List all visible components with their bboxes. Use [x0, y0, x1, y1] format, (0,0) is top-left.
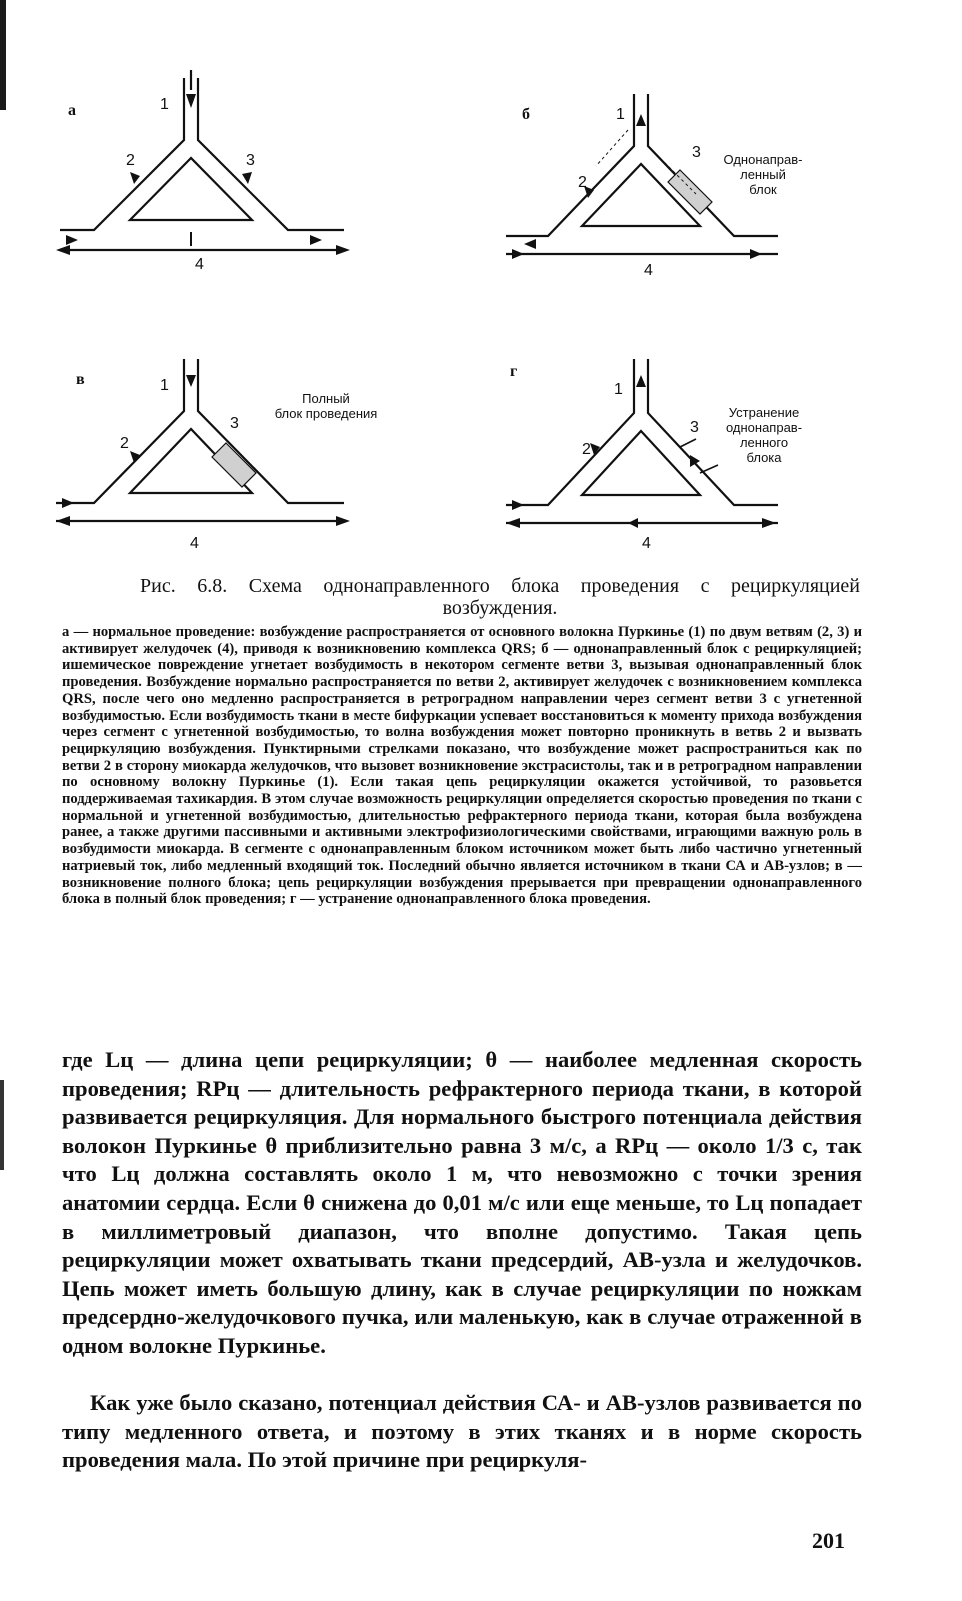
- branch-label-3: 3: [246, 152, 255, 169]
- branch-label-3: 3: [230, 415, 239, 432]
- branch-label-2: 2: [578, 174, 587, 191]
- branch-label-1: 1: [160, 377, 169, 394]
- branch-label-3: 3: [692, 144, 701, 161]
- figure-panel-a: [50, 70, 450, 310]
- annotation-unidirectional-block: Однонаправ- ленный блок: [723, 152, 803, 197]
- branch-label-2: 2: [120, 435, 129, 452]
- branch-label-4: 4: [642, 535, 651, 552]
- branch-label-2: 2: [126, 152, 135, 169]
- body-paragraph: Как уже было сказано, потенциал действия СА- и АВ-узлов развивается по типу медленного ответа, и поэтому в этих тканях и в норме скорость проведения мала. По этой причине при рециркуля-: [62, 1390, 862, 1473]
- figure-caption-text: а — нормальное проведение: возбуждение распространяется от основного волокна Пуркинье (1) по двум ветвям (2, 3) и активирует желудочек (4), приводя к возникновению комплекса QRS; б — однонаправленный блок с рециркуляцией; ишемическое повреждение угнетает возбудимость в некотором сегменте ветви 3, вызывая однонаправленный блок проведения. Возбуждение нормально распространяется по ветви 2, активирует желудочек с возникновением комплекса QRS, после чего оно медленно распространяется в ретроградном направлении через сегмент ветви 3 с угнетенной возбудимостью. Если возбудимость ткани в месте бифуркации успевает восстановиться к моменту прихода возбуждения через сегмент с угнетенной возбудимостью, то волна возбуждения может повторно проникнуть в ветвь 2 и вызвать рециркуляцию возбуждения. Пунктирными стрелками показано, что возбуждение может распространиться как по ветви 2 в сторону миокарда желудочков, что вызовет возникновение экстрасистолы, так и в ретроградном направлении по основному волокну Пуркинье (1). Если такая цепь рециркуляции окажется устойчивой, то разовьется поддерживаемая тахикардия. В этом случае возможность рециркуляции определяется скоростью проведения по ткани с нормальной и угнетенной возбудимостью, длительностью рефрактерного периода ткани, которая была возбуждена ранее, а также другими пассивными и активными электрофизиологическими свойствами, играющими важную роль в возбудимости миокарда. В сегменте с однонаправленным блоком источником может быть либо частично угнетенный натриевый ток, либо медленный входящий ток. Последний обычно является источником в ткани СА и АВ-узлов; в — возникновение полного блока; цепь рециркуляции возбуждения прерывается при превращении однонаправленного блока в полный блок проведения; г — устранение однонаправленного блока проведения.: [62, 624, 862, 908]
- scan-edge-mark: [0, 1080, 4, 1170]
- panel-letter: в: [76, 371, 85, 388]
- annotation-complete-block: Полный блок проведения: [274, 391, 378, 421]
- body-paragraph: где Lц — длина цепи рециркуляции; θ — наиболее медленная скорость проведения; RPц — длительность рефрактерного периода ткани, в которой развивается рециркуляция. Для нормального быстрого потенциала действия волокон Пуркинье θ приблизительно равна 3 м/с, а RPц — около 1/3 с, так что Lц должна составлять около 1 м, что невозможно с точки зрения анатомии сердца. Если θ снижена до 0,01 м/с или еще меньше, то Lц попадает в миллиметровый диапазон, что вполне допустимо. Такая цепь рециркуляции может охватывать ткани предсердий, АВ-узла и желудочков. Цепь может иметь большую длину, как в случае рециркуляции по ножкам предсердно-желудочкового пучка, или маленькую, как в случае отраженной в одном волокне Пуркинье.: [62, 1047, 862, 1358]
- branch-label-4: 4: [190, 535, 199, 552]
- panel-letter: а: [68, 102, 76, 119]
- branch-label-2: 2: [582, 441, 591, 458]
- panel-letter: б: [522, 106, 530, 123]
- branch-label-4: 4: [195, 256, 204, 273]
- figure-panel-c: [50, 355, 450, 595]
- branch-diagram: [50, 70, 450, 310]
- branch-label-1: 1: [614, 381, 623, 398]
- branch-label-4: 4: [644, 262, 653, 279]
- branch-label-3: 3: [690, 419, 699, 436]
- branch-diagram: [500, 90, 900, 330]
- annotation-block-elimination: Устранение однонаправ- ленного блока: [725, 405, 803, 465]
- page-number: 201: [812, 1528, 845, 1553]
- figure-panel-d: [500, 355, 900, 595]
- panel-letter: г: [510, 363, 518, 380]
- figure-caption-title: Рис. 6.8. Схема однонаправленного блока проведения с рециркуляцией возбуждения.: [140, 575, 860, 619]
- figure-panel-b: [500, 90, 900, 330]
- branch-label-1: 1: [616, 106, 625, 123]
- scan-edge-mark: [0, 0, 6, 110]
- branch-label-1: 1: [160, 96, 169, 113]
- branch-diagram: [500, 355, 900, 595]
